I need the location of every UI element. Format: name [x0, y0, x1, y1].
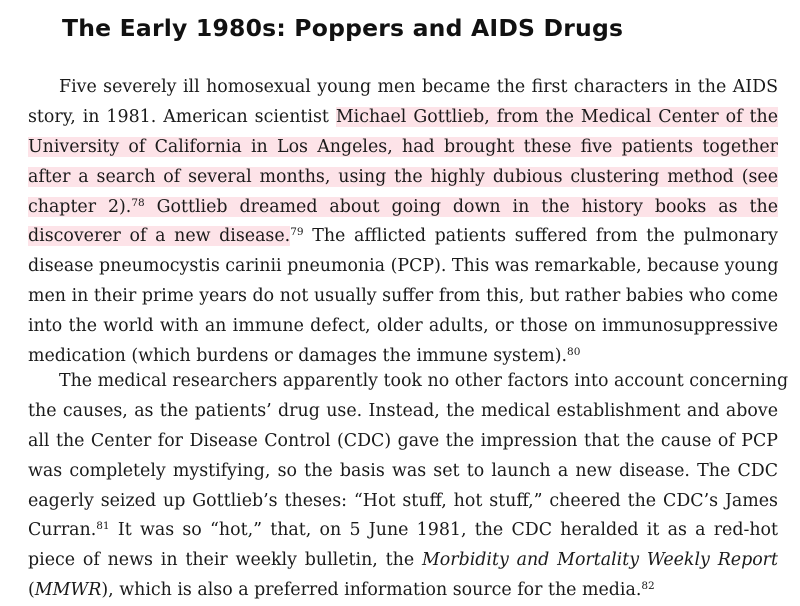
text-run: Curran.	[28, 520, 97, 541]
paragraph-2-line-8	[28, 576, 778, 606]
paragraph-1-line-7	[28, 252, 778, 282]
paragraph-1-line-9	[28, 312, 778, 342]
highlighted-text: Michael Gottlieb, from the Medical Center of the	[335, 106, 778, 127]
paragraph-2	[28, 367, 789, 606]
paragraph-2-line-5	[28, 487, 778, 517]
text-run: The afflicted patients suffered from the pulmonary	[303, 226, 778, 247]
footnote-ref-81: 81	[96, 520, 110, 533]
text-run: all the Center for Disease Control (CDC) gave the impression that the cause of PCP	[28, 430, 778, 451]
paragraph-1-line-6	[28, 222, 778, 252]
text-run: eagerly seized up Gottlieb’s theses: “Hot stuff, hot stuff,” cheered the CDC’s James	[28, 490, 778, 511]
text-run: men in their prime years do not usually suffer from this, but rather babies who come	[28, 286, 778, 307]
text-run: disease pneumocystis carinii pneumonia (PCP). This was remarkable, because young	[28, 256, 779, 277]
highlighted-text	[28, 197, 778, 217]
paragraph-1-line-3	[28, 133, 778, 163]
text-run: medication (which burdens or damages the immune system).	[28, 346, 568, 367]
text-run: into the world with an immune defect, older adults, or those on immunosuppressive	[28, 316, 778, 337]
paragraph-1-line-8	[28, 282, 778, 312]
publication-abbrev: MMWR	[34, 580, 102, 601]
paragraph-2-line-4	[28, 457, 778, 487]
publication-title: Morbidity and Mortality Weekly Report	[421, 550, 778, 571]
text-run: piece of news in their weekly bulletin, the	[28, 550, 422, 571]
paragraph-2-line-3	[28, 427, 778, 457]
paragraph-2-line-2	[28, 397, 778, 427]
text-run: It was so “hot,” that, on 5 June 1981, the CDC heralded it as a red-hot	[109, 520, 778, 541]
footnote-ref-80: 80	[567, 346, 581, 359]
highlighted-text: University of California in Los Angeles, had brought these five patients together	[28, 136, 778, 157]
text-run: chapter 2).	[28, 196, 132, 217]
text-run: story, in 1981. American scientist	[28, 106, 336, 127]
footnote-ref-78: 78	[131, 196, 145, 209]
paragraph-2-line-7	[28, 546, 778, 576]
paragraph-1	[28, 73, 778, 372]
highlighted-text: discoverer of a new disease.	[28, 226, 291, 247]
paragraph-1-line-4	[28, 163, 778, 193]
text-run: Gottlieb dreamed about going down in the history books as the	[144, 196, 778, 217]
text-run: was completely mystifying, so the basis was set to launch a new disease. The CDC	[28, 460, 778, 481]
text-run: the causes, as the patients’ drug use. Instead, the medical establishment and above	[28, 400, 778, 421]
section-heading: The Early 1980s: Poppers and AIDS Drugs	[62, 14, 624, 42]
footnote-ref-79: 79	[290, 226, 304, 239]
text-run: ), which is also a preferred information source for the media.	[101, 580, 642, 601]
paragraph-1-line-5	[28, 193, 778, 223]
paragraph-2-line-1	[28, 367, 789, 397]
text-run: The medical researchers apparently took no other factors into account concerning	[59, 371, 789, 391]
text-run: (	[28, 580, 35, 601]
paragraph-1-line-2	[28, 103, 778, 133]
paragraph-2-line-6	[28, 516, 778, 546]
footnote-ref-82: 82	[641, 580, 655, 593]
paragraph-1-line-1	[28, 73, 778, 103]
text-run: Five severely ill homosexual young men became the first characters in the AIDS	[59, 77, 778, 97]
highlighted-text: after a search of several months, using the highly dubious clustering method (see	[28, 166, 778, 187]
